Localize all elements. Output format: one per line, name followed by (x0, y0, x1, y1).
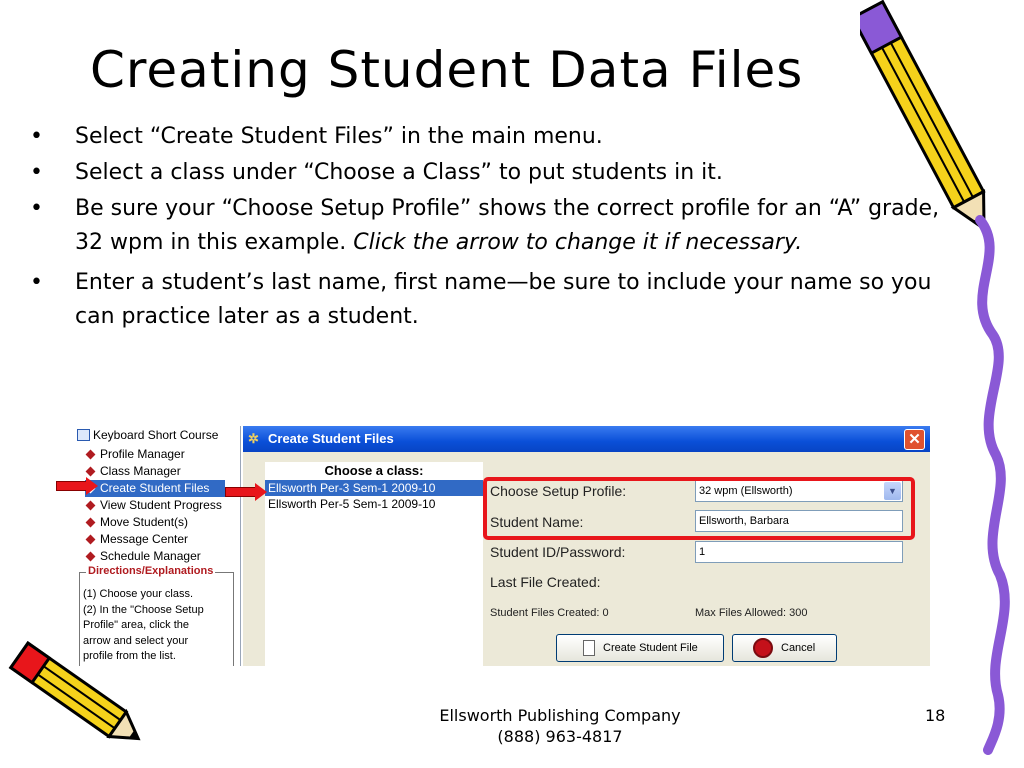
red-arrow-icon (225, 483, 267, 501)
footer-phone: (888) 963-4817 (497, 727, 623, 746)
close-button[interactable] (904, 429, 925, 450)
bullet-item (30, 120, 970, 154)
menu-item-label: Message Center (100, 532, 189, 546)
bullet-italic-text: Click the arrow to change it if necessary. (353, 230, 803, 255)
bullet-text: Select “Create Student Files” in the main menu. (75, 124, 603, 149)
class-list (265, 462, 483, 666)
student-id-input[interactable] (695, 541, 903, 563)
app-icon: ✲ (248, 431, 259, 446)
diamond-bullet-icon (86, 552, 96, 562)
menu-item-label: Schedule Manager (100, 549, 201, 563)
bullet-item (30, 156, 970, 190)
menu-item-move-students[interactable] (85, 514, 225, 531)
cancel-button[interactable] (732, 634, 837, 662)
menu-item-class-manager[interactable] (85, 463, 225, 480)
diamond-bullet-icon (86, 518, 96, 528)
menu-item-label: View Student Progress (100, 498, 222, 512)
dialog-titlebar[interactable] (243, 426, 930, 452)
create-button-label: Create Student File (603, 642, 698, 654)
main-menu-panel (75, 426, 241, 666)
student-id-value: 1 (699, 546, 706, 558)
footer (380, 705, 740, 747)
student-name-value: Ellsworth, Barbara (699, 515, 789, 527)
diamond-bullet-icon (86, 450, 96, 460)
menu-item-create-student-files[interactable] (85, 480, 225, 497)
last-file-label: Last File Created: (490, 574, 601, 590)
new-file-icon (583, 640, 595, 656)
directions-line: (2) In the "Choose Setup (83, 603, 204, 616)
menu-item-label: Create Student Files (100, 481, 210, 495)
book-icon (77, 429, 90, 441)
menu-item-label: Class Manager (100, 464, 181, 478)
class-list-header: Choose a class: (324, 463, 424, 478)
bullet-item (30, 192, 970, 260)
class-list-item[interactable]: Ellsworth Per-5 Sem-1 2009-10 (268, 497, 436, 511)
close-icon: ✕ (908, 431, 921, 448)
cancel-button-label: Cancel (781, 642, 816, 654)
menu-root-label: Keyboard Short Course (93, 428, 219, 442)
setup-profile-label: Choose Setup Profile: (490, 483, 627, 499)
directions-line: arrow and select your (83, 634, 189, 647)
student-id-label: Student ID/Password: (490, 544, 626, 560)
setup-profile-value: 32 wpm (Ellsworth) (699, 485, 793, 497)
bullet-text: Enter a student’s last name, first name—be sure to include your name so you can practice later as a student. (75, 270, 932, 329)
menu-item-label: Move Student(s) (100, 515, 189, 529)
menu-item-profile-manager[interactable] (85, 446, 225, 463)
class-list-item[interactable]: Ellsworth Per-3 Sem-1 2009-10 (265, 480, 483, 496)
create-student-file-button[interactable] (556, 634, 724, 662)
chevron-down-icon[interactable]: ▼ (884, 482, 901, 500)
bullet-list (30, 120, 970, 340)
max-files-count: Max Files Allowed: 300 (695, 607, 808, 619)
dialog-title: Create Student Files (268, 431, 394, 446)
bullet-text: Select a class under “Choose a Class” to put students in it. (75, 160, 723, 185)
directions-line: profile from the list. (83, 650, 176, 662)
menu-item-label: Profile Manager (100, 447, 185, 461)
menu-root[interactable] (77, 428, 218, 442)
bullet-item (30, 266, 970, 334)
diamond-bullet-icon (86, 501, 96, 511)
directions-box (79, 565, 234, 666)
menu-item-view-student-progress[interactable] (85, 497, 225, 514)
stop-icon (753, 638, 773, 658)
directions-title: Directions/Explanations (88, 565, 214, 577)
diamond-bullet-icon (86, 535, 96, 545)
directions-line: Profile" area, click the (83, 619, 190, 631)
highlight-box (483, 477, 915, 540)
diamond-bullet-icon (86, 467, 96, 477)
menu-item-schedule-manager[interactable] (85, 548, 225, 565)
files-created-count: Student Files Created: 0 (490, 607, 609, 619)
student-name-label: Student Name: (490, 514, 584, 530)
directions-text (83, 587, 231, 665)
slide-number: 18 (925, 706, 946, 725)
red-arrow-icon (56, 477, 98, 495)
create-student-files-dialog (243, 426, 930, 666)
footer-company: Ellsworth Publishing Company (439, 706, 681, 725)
menu-item-message-center[interactable] (85, 531, 225, 548)
directions-line: (1) Choose your class. (83, 588, 194, 600)
slide-title: Creating Student Data Files (90, 41, 804, 99)
bullet-text: Be sure your “Choose Setup Profile” shows the correct profile for an “A” grade, 32 wpm in this example. (75, 196, 940, 255)
